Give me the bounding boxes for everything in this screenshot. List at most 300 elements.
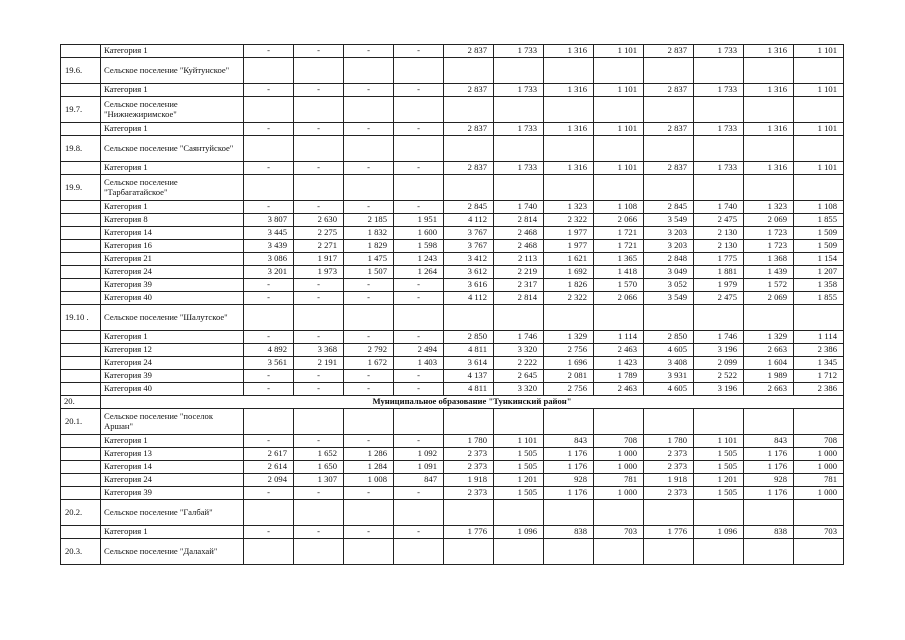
value-cell: 1 101 xyxy=(494,435,544,448)
empty-cell xyxy=(394,97,444,123)
value-cell: - xyxy=(294,487,344,500)
empty-cell xyxy=(694,58,744,84)
value-cell: - xyxy=(344,123,394,136)
category-row xyxy=(61,435,844,448)
value-cell: - xyxy=(394,201,444,214)
value-cell: 3 445 xyxy=(244,227,294,240)
empty-cell xyxy=(394,500,444,526)
empty-cell xyxy=(244,175,294,201)
value-cell: 4 605 xyxy=(644,344,694,357)
empty-cell xyxy=(544,136,594,162)
empty-cell xyxy=(394,305,444,331)
value-cell: 4 892 xyxy=(244,344,294,357)
empty-cell xyxy=(344,305,394,331)
row-code-cell xyxy=(61,370,101,383)
value-cell: 1 345 xyxy=(794,357,844,370)
value-cell: - xyxy=(244,383,294,396)
empty-cell xyxy=(794,500,844,526)
value-cell: 3 931 xyxy=(644,370,694,383)
category-name-cell: Категория 21 xyxy=(101,253,244,266)
value-cell: 3 612 xyxy=(444,266,494,279)
value-cell: 1 733 xyxy=(694,84,744,97)
value-cell: 1 329 xyxy=(744,331,794,344)
value-cell: - xyxy=(344,487,394,500)
value-cell: 1 951 xyxy=(394,214,444,227)
empty-cell xyxy=(494,409,544,435)
value-cell: 2 756 xyxy=(544,344,594,357)
empty-cell xyxy=(494,500,544,526)
value-cell: - xyxy=(344,435,394,448)
value-cell: 2 113 xyxy=(494,253,544,266)
category-row xyxy=(61,292,844,305)
empty-cell xyxy=(544,500,594,526)
value-cell: 2 066 xyxy=(594,214,644,227)
value-cell: 1 000 xyxy=(794,487,844,500)
value-cell: 3 616 xyxy=(444,279,494,292)
value-cell: 1 918 xyxy=(644,474,694,487)
value-cell: 2 850 xyxy=(444,331,494,344)
category-name-cell: Категория 39 xyxy=(101,487,244,500)
category-row xyxy=(61,227,844,240)
settlement-row xyxy=(61,500,844,526)
value-cell: - xyxy=(294,201,344,214)
value-cell: 1 829 xyxy=(344,240,394,253)
value-cell: 1 650 xyxy=(294,461,344,474)
settlement-name-cell: Сельское поселение "Шалутское" xyxy=(101,305,244,331)
value-cell: - xyxy=(394,84,444,97)
value-cell: 2 322 xyxy=(544,214,594,227)
value-cell: - xyxy=(344,201,394,214)
settlement-code-cell: 20.3. xyxy=(61,539,101,565)
empty-cell xyxy=(594,409,644,435)
empty-cell xyxy=(394,58,444,84)
empty-cell xyxy=(394,539,444,565)
value-cell: - xyxy=(344,383,394,396)
value-cell: 838 xyxy=(544,526,594,539)
section-row xyxy=(61,396,844,409)
empty-cell xyxy=(694,175,744,201)
value-cell: - xyxy=(394,526,444,539)
value-cell: - xyxy=(244,526,294,539)
value-cell: 3 549 xyxy=(644,292,694,305)
value-cell: 2 386 xyxy=(794,344,844,357)
value-cell: 1 780 xyxy=(444,435,494,448)
value-cell: 1 323 xyxy=(544,201,594,214)
settlement-name-cell: Сельское поселение "Тарбагатайское" xyxy=(101,175,244,201)
row-code-cell xyxy=(61,45,101,58)
value-cell: 1 108 xyxy=(594,201,644,214)
value-cell: 1 114 xyxy=(594,331,644,344)
empty-cell xyxy=(644,136,694,162)
empty-cell xyxy=(344,539,394,565)
value-cell: - xyxy=(394,331,444,344)
value-cell: 3 201 xyxy=(244,266,294,279)
value-cell: 1 316 xyxy=(544,84,594,97)
value-cell: 1 505 xyxy=(494,448,544,461)
category-name-cell: Категория 1 xyxy=(101,162,244,175)
value-cell: 1 832 xyxy=(344,227,394,240)
value-cell: 2 850 xyxy=(644,331,694,344)
value-cell: 1 091 xyxy=(394,461,444,474)
category-name-cell: Категория 13 xyxy=(101,448,244,461)
value-cell: - xyxy=(244,45,294,58)
value-cell: - xyxy=(394,383,444,396)
value-cell: 781 xyxy=(594,474,644,487)
settlement-code-cell: 19.7. xyxy=(61,97,101,123)
value-cell: 1 316 xyxy=(544,123,594,136)
value-cell: - xyxy=(244,370,294,383)
value-cell: 1 505 xyxy=(694,487,744,500)
category-name-cell: Категория 1 xyxy=(101,526,244,539)
value-cell: - xyxy=(244,435,294,448)
value-cell: 1 746 xyxy=(694,331,744,344)
value-cell: 2 373 xyxy=(644,487,694,500)
value-cell: 2 845 xyxy=(644,201,694,214)
value-cell: 1 733 xyxy=(494,123,544,136)
value-cell: 1 712 xyxy=(794,370,844,383)
value-cell: 1 101 xyxy=(694,435,744,448)
category-row xyxy=(61,279,844,292)
empty-cell xyxy=(494,97,544,123)
value-cell: 1 621 xyxy=(544,253,594,266)
empty-cell xyxy=(244,539,294,565)
empty-cell xyxy=(494,175,544,201)
row-code-cell xyxy=(61,383,101,396)
value-cell: 3 439 xyxy=(244,240,294,253)
value-cell: - xyxy=(394,45,444,58)
value-cell: 2 614 xyxy=(244,461,294,474)
value-cell: 3 196 xyxy=(694,344,744,357)
value-cell: 2 322 xyxy=(544,292,594,305)
value-cell: 1 505 xyxy=(694,461,744,474)
empty-cell xyxy=(394,175,444,201)
value-cell: 1 243 xyxy=(394,253,444,266)
value-cell: 1 776 xyxy=(444,526,494,539)
empty-cell xyxy=(394,136,444,162)
empty-cell xyxy=(794,305,844,331)
value-cell: 2 845 xyxy=(444,201,494,214)
empty-cell xyxy=(644,97,694,123)
value-cell: - xyxy=(344,370,394,383)
value-cell: 1 475 xyxy=(344,253,394,266)
value-cell: - xyxy=(344,292,394,305)
value-cell: 2 837 xyxy=(644,45,694,58)
value-cell: 2 617 xyxy=(244,448,294,461)
value-cell: - xyxy=(394,292,444,305)
value-cell: - xyxy=(244,201,294,214)
value-cell: - xyxy=(344,331,394,344)
value-cell: 1 723 xyxy=(744,240,794,253)
row-code-cell xyxy=(61,201,101,214)
value-cell: 2 837 xyxy=(444,45,494,58)
value-cell: 1 000 xyxy=(594,461,644,474)
row-code-cell xyxy=(61,240,101,253)
value-cell: 1 000 xyxy=(794,461,844,474)
row-code-cell xyxy=(61,474,101,487)
empty-cell xyxy=(794,97,844,123)
empty-cell xyxy=(694,409,744,435)
value-cell: 3 614 xyxy=(444,357,494,370)
value-cell: 1 101 xyxy=(794,45,844,58)
value-cell: 1 746 xyxy=(494,331,544,344)
settlement-name-cell: Сельское поселение "Галбай" xyxy=(101,500,244,526)
value-cell: - xyxy=(294,162,344,175)
value-cell: 1 733 xyxy=(494,45,544,58)
value-cell: 3 320 xyxy=(494,383,544,396)
value-cell: 1 096 xyxy=(494,526,544,539)
value-cell: 1 740 xyxy=(494,201,544,214)
value-cell: 2 494 xyxy=(394,344,444,357)
row-code-cell xyxy=(61,292,101,305)
empty-cell xyxy=(494,136,544,162)
empty-cell xyxy=(544,305,594,331)
value-cell: 2 837 xyxy=(644,162,694,175)
category-row xyxy=(61,370,844,383)
empty-cell xyxy=(744,539,794,565)
value-cell: 2 191 xyxy=(294,357,344,370)
empty-cell xyxy=(744,175,794,201)
category-row xyxy=(61,201,844,214)
value-cell: 2 756 xyxy=(544,383,594,396)
value-cell: 2 081 xyxy=(544,370,594,383)
value-cell: 1 108 xyxy=(794,201,844,214)
value-cell: 1 917 xyxy=(294,253,344,266)
settlement-code-cell: 19.9. xyxy=(61,175,101,201)
empty-cell xyxy=(394,409,444,435)
category-row xyxy=(61,266,844,279)
category-row xyxy=(61,331,844,344)
empty-cell xyxy=(294,97,344,123)
value-cell: 2 317 xyxy=(494,279,544,292)
settlement-row xyxy=(61,58,844,84)
empty-cell xyxy=(294,305,344,331)
empty-cell xyxy=(244,305,294,331)
value-cell: 2 069 xyxy=(744,292,794,305)
value-cell: - xyxy=(244,84,294,97)
empty-cell xyxy=(744,500,794,526)
value-cell: 3 052 xyxy=(644,279,694,292)
settlement-row xyxy=(61,175,844,201)
value-cell: 1 723 xyxy=(744,227,794,240)
value-cell: 1 977 xyxy=(544,227,594,240)
category-row xyxy=(61,383,844,396)
value-cell: 2 814 xyxy=(494,292,544,305)
value-cell: 2 663 xyxy=(744,344,794,357)
category-name-cell: Категория 8 xyxy=(101,214,244,227)
category-name-cell: Категория 1 xyxy=(101,123,244,136)
category-name-cell: Категория 24 xyxy=(101,474,244,487)
value-cell: 1 176 xyxy=(544,461,594,474)
value-cell: 1 368 xyxy=(744,253,794,266)
category-row xyxy=(61,526,844,539)
row-code-cell xyxy=(61,266,101,279)
empty-cell xyxy=(294,500,344,526)
empty-cell xyxy=(644,409,694,435)
value-cell: 4 112 xyxy=(444,292,494,305)
value-cell: 1 264 xyxy=(394,266,444,279)
value-cell: - xyxy=(294,383,344,396)
value-cell: 1 721 xyxy=(594,240,644,253)
value-cell: 1 733 xyxy=(694,45,744,58)
value-cell: 928 xyxy=(544,474,594,487)
value-cell: 2 475 xyxy=(694,292,744,305)
value-cell: 2 130 xyxy=(694,227,744,240)
value-cell: 708 xyxy=(794,435,844,448)
table-body xyxy=(61,45,844,565)
value-cell: - xyxy=(394,162,444,175)
value-cell: 1 855 xyxy=(794,292,844,305)
value-cell: - xyxy=(294,292,344,305)
value-cell: - xyxy=(394,279,444,292)
value-cell: 1 365 xyxy=(594,253,644,266)
settlement-name-cell: Сельское поселение "Куйтунское" xyxy=(101,58,244,84)
row-code-cell xyxy=(61,253,101,266)
value-cell: 1 316 xyxy=(544,162,594,175)
value-cell: 3 561 xyxy=(244,357,294,370)
empty-cell xyxy=(344,175,394,201)
value-cell: 1 600 xyxy=(394,227,444,240)
value-cell: 1 323 xyxy=(744,201,794,214)
value-cell: 1 176 xyxy=(744,461,794,474)
value-cell: 1 672 xyxy=(344,357,394,370)
tariff-table xyxy=(60,44,844,565)
settlement-name-cell: Сельское поселение "Далахай" xyxy=(101,539,244,565)
value-cell: 1 101 xyxy=(794,84,844,97)
value-cell: 1 316 xyxy=(744,123,794,136)
row-code-cell xyxy=(61,331,101,344)
value-cell: 1 092 xyxy=(394,448,444,461)
value-cell: 2 475 xyxy=(694,214,744,227)
value-cell: 2 468 xyxy=(494,227,544,240)
empty-cell xyxy=(644,175,694,201)
value-cell: 1 201 xyxy=(494,474,544,487)
value-cell: 2 373 xyxy=(444,461,494,474)
value-cell: 2 837 xyxy=(444,84,494,97)
value-cell: 2 463 xyxy=(594,344,644,357)
value-cell: - xyxy=(244,123,294,136)
category-name-cell: Категория 24 xyxy=(101,357,244,370)
empty-cell xyxy=(594,305,644,331)
value-cell: - xyxy=(294,84,344,97)
category-name-cell: Категория 24 xyxy=(101,266,244,279)
row-code-cell xyxy=(61,357,101,370)
value-cell: 3 368 xyxy=(294,344,344,357)
value-cell: 3 049 xyxy=(644,266,694,279)
value-cell: - xyxy=(244,279,294,292)
category-row xyxy=(61,45,844,58)
value-cell: 3 767 xyxy=(444,227,494,240)
settlement-name-cell: Сельское поселение "поселок Аршан" xyxy=(101,409,244,435)
row-code-cell xyxy=(61,84,101,97)
value-cell: 1 201 xyxy=(694,474,744,487)
value-cell: 847 xyxy=(394,474,444,487)
value-cell: 3 412 xyxy=(444,253,494,266)
value-cell: 2 185 xyxy=(344,214,394,227)
value-cell: - xyxy=(244,331,294,344)
value-cell: 1 505 xyxy=(694,448,744,461)
category-row xyxy=(61,253,844,266)
value-cell: 843 xyxy=(744,435,794,448)
category-name-cell: Категория 1 xyxy=(101,84,244,97)
empty-cell xyxy=(244,58,294,84)
row-code-cell xyxy=(61,279,101,292)
value-cell: 1 740 xyxy=(694,201,744,214)
value-cell: 3 196 xyxy=(694,383,744,396)
value-cell: 1 775 xyxy=(694,253,744,266)
settlement-code-cell: 20.2. xyxy=(61,500,101,526)
value-cell: 708 xyxy=(594,435,644,448)
empty-cell xyxy=(244,136,294,162)
value-cell: 2 373 xyxy=(644,461,694,474)
value-cell: 1 918 xyxy=(444,474,494,487)
value-cell: 1 509 xyxy=(794,227,844,240)
value-cell: 1 973 xyxy=(294,266,344,279)
empty-cell xyxy=(794,136,844,162)
empty-cell xyxy=(344,409,394,435)
value-cell: 2 814 xyxy=(494,214,544,227)
value-cell: 1 101 xyxy=(794,123,844,136)
value-cell: 1 509 xyxy=(794,240,844,253)
empty-cell xyxy=(494,539,544,565)
empty-cell xyxy=(544,409,594,435)
value-cell: 3 320 xyxy=(494,344,544,357)
value-cell: 1 572 xyxy=(744,279,794,292)
empty-cell xyxy=(294,136,344,162)
value-cell: 2 522 xyxy=(694,370,744,383)
category-name-cell: Категория 40 xyxy=(101,292,244,305)
value-cell: 4 112 xyxy=(444,214,494,227)
empty-cell xyxy=(744,305,794,331)
row-code-cell xyxy=(61,526,101,539)
category-name-cell: Категория 1 xyxy=(101,201,244,214)
value-cell: 1 284 xyxy=(344,461,394,474)
value-cell: 703 xyxy=(794,526,844,539)
value-cell: 3 203 xyxy=(644,227,694,240)
value-cell: 2 630 xyxy=(294,214,344,227)
value-cell: 1 604 xyxy=(744,357,794,370)
value-cell: 1 652 xyxy=(294,448,344,461)
category-row xyxy=(61,84,844,97)
value-cell: 1 989 xyxy=(744,370,794,383)
value-cell: - xyxy=(394,123,444,136)
settlement-code-cell: 19.6. xyxy=(61,58,101,84)
value-cell: - xyxy=(244,292,294,305)
category-row xyxy=(61,214,844,227)
value-cell: 843 xyxy=(544,435,594,448)
value-cell: - xyxy=(294,370,344,383)
value-cell: - xyxy=(244,162,294,175)
row-code-cell xyxy=(61,461,101,474)
value-cell: 1 733 xyxy=(694,123,744,136)
empty-cell xyxy=(794,539,844,565)
value-cell: 1 000 xyxy=(594,448,644,461)
settlement-row xyxy=(61,305,844,331)
value-cell: - xyxy=(394,487,444,500)
value-cell: 2 066 xyxy=(594,292,644,305)
value-cell: 2 463 xyxy=(594,383,644,396)
value-cell: 1 418 xyxy=(594,266,644,279)
value-cell: - xyxy=(294,279,344,292)
empty-cell xyxy=(644,305,694,331)
value-cell: 2 094 xyxy=(244,474,294,487)
empty-cell xyxy=(694,136,744,162)
settlement-code-cell: 20.1. xyxy=(61,409,101,435)
value-cell: 1 570 xyxy=(594,279,644,292)
value-cell: 1 507 xyxy=(344,266,394,279)
empty-cell xyxy=(594,500,644,526)
value-cell: 2 837 xyxy=(444,123,494,136)
category-name-cell: Категория 1 xyxy=(101,435,244,448)
